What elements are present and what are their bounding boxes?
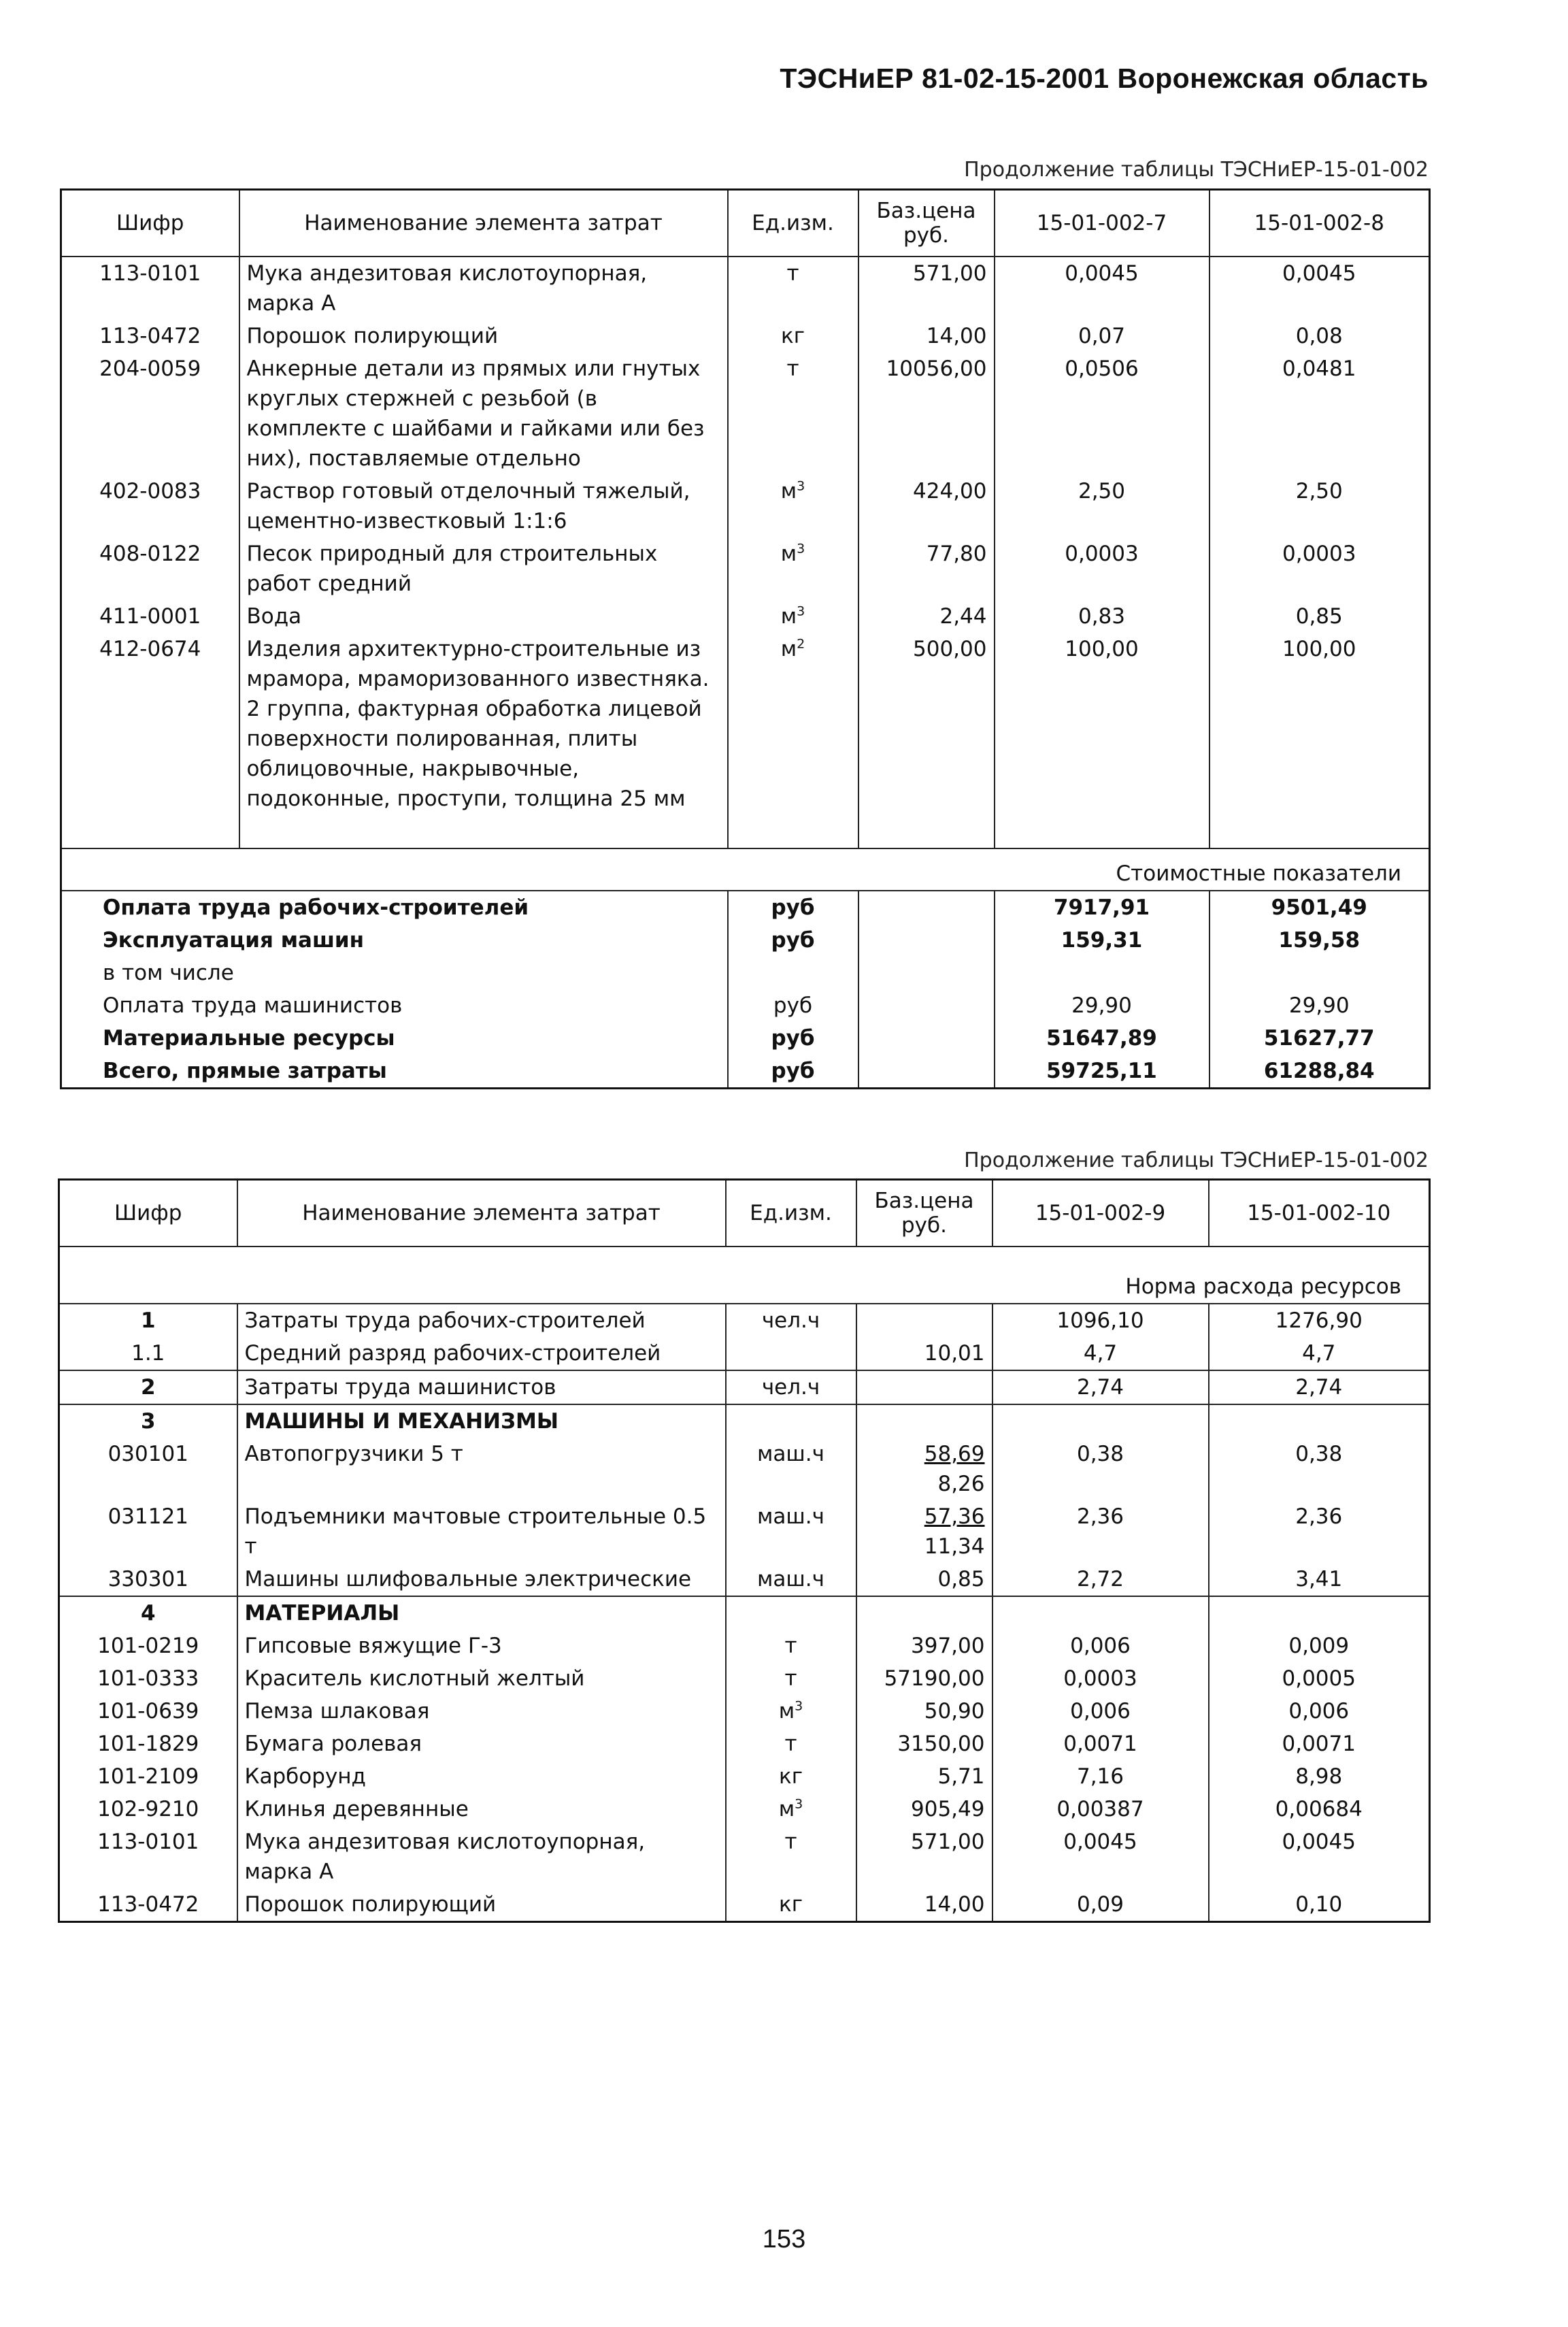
name-cell: Затраты труда машинистов bbox=[237, 1370, 726, 1404]
unit-text: кг bbox=[778, 1892, 803, 1917]
price-cell: 571,00 bbox=[856, 1826, 992, 1888]
price-cell: 14,00 bbox=[858, 320, 995, 352]
header-price-line2: руб. bbox=[901, 1212, 947, 1238]
price-cell bbox=[856, 1596, 992, 1630]
price-cell bbox=[856, 1370, 992, 1404]
material-row bbox=[59, 1630, 1430, 1662]
code-cell: 031121 bbox=[59, 1500, 237, 1563]
code-cell: 101-0219 bbox=[59, 1630, 237, 1662]
unit-text: чел.ч bbox=[761, 1374, 820, 1400]
value-cell-2: 0,0005 bbox=[1209, 1662, 1430, 1695]
cost-row bbox=[61, 924, 1430, 957]
material-row bbox=[59, 1728, 1430, 1760]
name-cell: Краситель кислотный желтый bbox=[237, 1662, 726, 1695]
name-cell: Средний разряд рабочих-строителей bbox=[237, 1337, 726, 1370]
name-cell: Песок природный для строительных работ средний bbox=[239, 538, 728, 600]
unit-exponent: 3 bbox=[797, 478, 805, 494]
value-cell-1: 0,006 bbox=[992, 1695, 1209, 1728]
cost-row bbox=[61, 891, 1430, 924]
material-row bbox=[59, 1826, 1430, 1888]
material-row bbox=[59, 1793, 1430, 1826]
value-cell-2: 0,10 bbox=[1209, 1888, 1430, 1922]
unit-cell bbox=[728, 600, 858, 633]
labor-row bbox=[59, 1304, 1430, 1337]
price-cell bbox=[856, 1404, 992, 1438]
price-cell: 571,00 bbox=[858, 257, 995, 320]
unit-exponent: 3 bbox=[795, 1796, 803, 1812]
unit-text: т bbox=[784, 1633, 797, 1658]
cost-value-1: 59725,11 bbox=[995, 1055, 1210, 1089]
code-cell: 113-0101 bbox=[61, 257, 239, 320]
price-cell: 77,80 bbox=[858, 538, 995, 600]
value-cell-1: 0,006 bbox=[992, 1630, 1209, 1662]
price-cell bbox=[856, 1438, 992, 1500]
code-cell: 101-0639 bbox=[59, 1695, 237, 1728]
unit-cell: маш.ч bbox=[726, 1438, 856, 1500]
value-cell-2: 8,98 bbox=[1209, 1760, 1430, 1793]
cost-price bbox=[858, 989, 995, 1022]
name-cell: Подъемники мачтовые строительные 0.5 т bbox=[237, 1500, 726, 1563]
table1-caption: Продолжение таблицы ТЭСНиЕР-15-01-002 bbox=[964, 158, 1429, 182]
unit-exponent: 3 bbox=[797, 604, 805, 619]
unit-cell bbox=[726, 1404, 856, 1438]
value-cell-2: 0,85 bbox=[1210, 600, 1430, 633]
machine-price: 57,36 bbox=[924, 1504, 985, 1529]
cost-unit: руб bbox=[728, 924, 858, 957]
cost-unit: руб bbox=[728, 1022, 858, 1055]
section-label: Норма расхода ресурсов bbox=[59, 1247, 1430, 1304]
code-cell: 330301 bbox=[59, 1563, 237, 1596]
header-code: Шифр bbox=[61, 190, 239, 257]
section-header-row bbox=[59, 1596, 1430, 1630]
cost-price bbox=[858, 1055, 995, 1089]
value-cell-2: 0,009 bbox=[1209, 1630, 1430, 1662]
value-cell-1: 7,16 bbox=[992, 1760, 1209, 1793]
code-cell: 3 bbox=[59, 1404, 237, 1438]
unit-text: м bbox=[780, 541, 797, 566]
unit-text: т bbox=[786, 356, 799, 381]
value-cell-1: 0,00387 bbox=[992, 1793, 1209, 1826]
machinist-wage: 11,34 bbox=[924, 1534, 985, 1559]
table-row bbox=[61, 475, 1430, 538]
material-row bbox=[59, 1695, 1430, 1728]
unit-text: т bbox=[784, 1666, 797, 1691]
code-cell: 113-0472 bbox=[59, 1888, 237, 1922]
value-cell-2 bbox=[1209, 1596, 1430, 1630]
value-cell-2: 1276,90 bbox=[1209, 1304, 1430, 1337]
unit-text: т bbox=[786, 261, 799, 286]
unit-text: т bbox=[784, 1731, 797, 1756]
name-cell: Пемза шлаковая bbox=[237, 1695, 726, 1728]
cost-row bbox=[61, 1022, 1430, 1055]
cost-value-1: 7917,91 bbox=[995, 891, 1210, 924]
table-row bbox=[61, 320, 1430, 352]
table-row bbox=[61, 352, 1430, 475]
unit-cell bbox=[726, 1337, 856, 1370]
unit-exponent: 3 bbox=[797, 541, 805, 557]
value-cell-2: 0,0045 bbox=[1209, 1826, 1430, 1888]
price-cell bbox=[856, 1563, 992, 1596]
name-cell: Затраты труда рабочих-строителей bbox=[237, 1304, 726, 1337]
unit-text: м bbox=[778, 1698, 795, 1723]
cost-value-2 bbox=[1210, 957, 1430, 989]
header-price-line1: Баз.цена bbox=[874, 1188, 974, 1213]
name-cell: Порошок полирующий bbox=[237, 1888, 726, 1922]
code-cell: 101-0333 bbox=[59, 1662, 237, 1695]
header-col2: 15-01-002-8 bbox=[1210, 190, 1430, 257]
code-cell: 4 bbox=[59, 1596, 237, 1630]
unit-cell bbox=[728, 352, 858, 475]
cost-unit: руб bbox=[728, 891, 858, 924]
machine-row bbox=[59, 1563, 1430, 1596]
name-cell: Бумага ролевая bbox=[237, 1728, 726, 1760]
material-row bbox=[59, 1888, 1430, 1922]
name-cell: Порошок полирующий bbox=[239, 320, 728, 352]
cost-value-2: 9501,49 bbox=[1210, 891, 1430, 924]
unit-text: чел.ч bbox=[761, 1308, 820, 1333]
machine-row bbox=[59, 1438, 1430, 1500]
header-code: Шифр bbox=[59, 1180, 237, 1247]
value-cell-1 bbox=[992, 1404, 1209, 1438]
labor-row bbox=[59, 1337, 1430, 1370]
name-cell: МАШИНЫ И МЕХАНИЗМЫ bbox=[237, 1404, 726, 1438]
code-cell: 113-0472 bbox=[61, 320, 239, 352]
price-cell: 57190,00 bbox=[856, 1662, 992, 1695]
cost-label: Эксплуатация машин bbox=[61, 924, 728, 957]
cost-value-1 bbox=[995, 957, 1210, 989]
value-cell-1: 0,0071 bbox=[992, 1728, 1209, 1760]
resource-table-2 bbox=[58, 1178, 1431, 1923]
code-cell: 102-9210 bbox=[59, 1793, 237, 1826]
price-cell: 424,00 bbox=[858, 475, 995, 538]
name-cell: Автопогрузчики 5 т bbox=[237, 1438, 726, 1500]
unit-exponent: 2 bbox=[797, 636, 805, 652]
value-cell-1: 2,74 bbox=[992, 1370, 1209, 1404]
header-price bbox=[858, 190, 995, 257]
price-cell bbox=[856, 1500, 992, 1563]
unit-cell bbox=[726, 1596, 856, 1630]
value-cell-2: 2,50 bbox=[1210, 475, 1430, 538]
cost-label: Материальные ресурсы bbox=[61, 1022, 728, 1055]
section-header-row bbox=[59, 1404, 1430, 1438]
price-cell: 10,01 bbox=[856, 1337, 992, 1370]
unit-exponent: 3 bbox=[795, 1698, 803, 1714]
code-cell: 412-0674 bbox=[61, 633, 239, 848]
value-cell-2: 0,00684 bbox=[1209, 1793, 1430, 1826]
value-cell-1: 0,0506 bbox=[995, 352, 1210, 475]
name-cell: Анкерные детали из прямых или гнутых круглых стержней с резьбой (в комплекте с шайбами и гайками или без них), поставляемые отдельно bbox=[239, 352, 728, 475]
value-cell-2: 2,74 bbox=[1209, 1370, 1430, 1404]
value-cell-2: 0,0003 bbox=[1210, 538, 1430, 600]
value-cell-2: 0,0071 bbox=[1209, 1728, 1430, 1760]
unit-cell bbox=[728, 320, 858, 352]
cost-value-2: 61288,84 bbox=[1210, 1055, 1430, 1089]
cost-price bbox=[858, 1022, 995, 1055]
value-cell-1: 2,50 bbox=[995, 475, 1210, 538]
value-cell-2: 2,36 bbox=[1209, 1500, 1430, 1563]
code-cell: 204-0059 bbox=[61, 352, 239, 475]
name-cell: Карборунд bbox=[237, 1760, 726, 1793]
cost-value-2: 29,90 bbox=[1210, 989, 1430, 1022]
value-cell-2: 3,41 bbox=[1209, 1563, 1430, 1596]
machinists-row bbox=[59, 1370, 1430, 1404]
code-cell: 408-0122 bbox=[61, 538, 239, 600]
unit-cell bbox=[726, 1888, 856, 1922]
header-price-line1: Баз.цена bbox=[876, 198, 976, 223]
name-cell: Мука андезитовая кислотоупорная, марка А bbox=[239, 257, 728, 320]
section-label-row bbox=[59, 1247, 1430, 1304]
header-col1: 15-01-002-9 bbox=[992, 1180, 1209, 1247]
price-cell bbox=[856, 1304, 992, 1337]
unit-text: кг bbox=[778, 1764, 803, 1789]
cost-label: Всего, прямые затраты bbox=[61, 1055, 728, 1089]
machine-price: 0,85 bbox=[937, 1566, 985, 1591]
value-cell-1: 0,0003 bbox=[995, 538, 1210, 600]
name-cell: Мука андезитовая кислотоупорная, марка А bbox=[237, 1826, 726, 1888]
unit-cell bbox=[726, 1793, 856, 1826]
value-cell-2 bbox=[1209, 1404, 1430, 1438]
table2-caption: Продолжение таблицы ТЭСНиЕР-15-01-002 bbox=[964, 1149, 1429, 1172]
cost-unit bbox=[728, 957, 858, 989]
name-cell: Изделия архитектурно-строительные из мрамора, мраморизованного известняка. 2 группа, фактурная обработка лицевой поверхности полированная, плиты облицовочные, накрывочные, подоконные, проступи, толщина 25 мм bbox=[239, 633, 728, 848]
unit-cell bbox=[726, 1728, 856, 1760]
unit-cell bbox=[726, 1826, 856, 1888]
material-row bbox=[59, 1760, 1430, 1793]
value-cell-1: 0,0045 bbox=[995, 257, 1210, 320]
unit-text: м bbox=[778, 1796, 795, 1821]
value-cell-2: 0,006 bbox=[1209, 1695, 1430, 1728]
price-cell: 14,00 bbox=[856, 1888, 992, 1922]
unit-text: м bbox=[780, 636, 797, 661]
price-cell: 50,90 bbox=[856, 1695, 992, 1728]
unit-cell bbox=[726, 1760, 856, 1793]
cost-row bbox=[61, 1055, 1430, 1089]
machine-price: 58,69 bbox=[924, 1441, 985, 1466]
unit-cell bbox=[728, 538, 858, 600]
unit-cell bbox=[726, 1370, 856, 1404]
code-cell: 030101 bbox=[59, 1438, 237, 1500]
code-cell: 402-0083 bbox=[61, 475, 239, 538]
value-cell-1: 0,07 bbox=[995, 320, 1210, 352]
code-cell: 2 bbox=[59, 1370, 237, 1404]
unit-cell bbox=[726, 1662, 856, 1695]
price-cell: 10056,00 bbox=[858, 352, 995, 475]
value-cell-2: 0,0045 bbox=[1210, 257, 1430, 320]
code-cell: 411-0001 bbox=[61, 600, 239, 633]
value-cell-1: 4,7 bbox=[992, 1337, 1209, 1370]
header-col2: 15-01-002-10 bbox=[1209, 1180, 1430, 1247]
section-label: Стоимостные показатели bbox=[61, 848, 1430, 891]
cost-label: Оплата труда рабочих-строителей bbox=[61, 891, 728, 924]
cost-value-1: 159,31 bbox=[995, 924, 1210, 957]
cost-value-1: 29,90 bbox=[995, 989, 1210, 1022]
value-cell-1: 0,09 bbox=[992, 1888, 1209, 1922]
header-unit: Ед.изм. bbox=[728, 190, 858, 257]
price-cell: 2,44 bbox=[858, 600, 995, 633]
value-cell-1: 0,0003 bbox=[992, 1662, 1209, 1695]
name-cell: Машины шлифовальные электрические bbox=[237, 1563, 726, 1596]
unit-text: м bbox=[780, 478, 797, 504]
unit-text: м bbox=[780, 604, 797, 629]
unit-cell bbox=[726, 1695, 856, 1728]
unit-cell bbox=[728, 475, 858, 538]
value-cell-1: 0,38 bbox=[992, 1438, 1209, 1500]
machinist-wage: 8,26 bbox=[937, 1471, 985, 1496]
header-price bbox=[856, 1180, 992, 1247]
cost-label: в том числе bbox=[61, 957, 728, 989]
cost-price bbox=[858, 891, 995, 924]
price-cell: 3150,00 bbox=[856, 1728, 992, 1760]
code-cell: 113-0101 bbox=[59, 1826, 237, 1888]
name-cell: Клинья деревянные bbox=[237, 1793, 726, 1826]
table-row bbox=[61, 538, 1430, 600]
cost-value-2: 159,58 bbox=[1210, 924, 1430, 957]
unit-cell bbox=[728, 633, 858, 848]
header-col1: 15-01-002-7 bbox=[995, 190, 1210, 257]
unit-cell bbox=[726, 1630, 856, 1662]
unit-text: т bbox=[784, 1829, 797, 1854]
header-name: Наименование элемента затрат bbox=[237, 1180, 726, 1247]
value-cell-2: 0,0481 bbox=[1210, 352, 1430, 475]
unit-cell: маш.ч bbox=[726, 1500, 856, 1563]
cost-price bbox=[858, 957, 995, 989]
header-unit: Ед.изм. bbox=[726, 1180, 856, 1247]
cost-value-2: 51627,77 bbox=[1210, 1022, 1430, 1055]
value-cell-2: 4,7 bbox=[1209, 1337, 1430, 1370]
material-row bbox=[59, 1662, 1430, 1695]
price-cell: 905,49 bbox=[856, 1793, 992, 1826]
unit-cell: маш.ч bbox=[726, 1563, 856, 1596]
cost-price bbox=[858, 924, 995, 957]
page-number: 153 bbox=[762, 2225, 806, 2254]
name-cell: Вода bbox=[239, 600, 728, 633]
price-cell: 500,00 bbox=[858, 633, 995, 848]
unit-cell bbox=[726, 1304, 856, 1337]
value-cell-1 bbox=[992, 1596, 1209, 1630]
cost-label: Оплата труда машинистов bbox=[61, 989, 728, 1022]
machine-row bbox=[59, 1500, 1430, 1563]
header-price-line2: руб. bbox=[903, 222, 949, 248]
value-cell-1: 0,83 bbox=[995, 600, 1210, 633]
table-row bbox=[61, 600, 1430, 633]
unit-text: кг bbox=[780, 323, 805, 348]
code-cell: 1.1 bbox=[59, 1337, 237, 1370]
value-cell-1: 2,36 bbox=[992, 1500, 1209, 1563]
price-cell: 397,00 bbox=[856, 1630, 992, 1662]
name-cell: Гипсовые вяжущие Г-3 bbox=[237, 1630, 726, 1662]
header-name: Наименование элемента затрат bbox=[239, 190, 728, 257]
value-cell-1: 0,0045 bbox=[992, 1826, 1209, 1888]
table-row bbox=[61, 257, 1430, 320]
value-cell-2: 0,38 bbox=[1209, 1438, 1430, 1500]
cost-value-1: 51647,89 bbox=[995, 1022, 1210, 1055]
table-row bbox=[61, 633, 1430, 848]
resource-table-1 bbox=[60, 188, 1431, 1089]
cost-unit: руб bbox=[728, 1055, 858, 1089]
value-cell-1: 100,00 bbox=[995, 633, 1210, 848]
value-cell-2: 0,08 bbox=[1210, 320, 1430, 352]
price-cell: 5,71 bbox=[856, 1760, 992, 1793]
code-cell: 101-2109 bbox=[59, 1760, 237, 1793]
section-label-row bbox=[61, 848, 1430, 891]
name-cell: Раствор готовый отделочный тяжелый, цементно-известковый 1:1:6 bbox=[239, 475, 728, 538]
unit-cell bbox=[728, 257, 858, 320]
value-cell-2: 100,00 bbox=[1210, 633, 1430, 848]
code-cell: 1 bbox=[59, 1304, 237, 1337]
value-cell-1: 1096,10 bbox=[992, 1304, 1209, 1337]
code-cell: 101-1829 bbox=[59, 1728, 237, 1760]
cost-row bbox=[61, 957, 1430, 989]
value-cell-1: 2,72 bbox=[992, 1563, 1209, 1596]
cost-row bbox=[61, 989, 1430, 1022]
name-cell: МАТЕРИАЛЫ bbox=[237, 1596, 726, 1630]
page-header: ТЭСНиЕР 81-02-15-2001 Воронежская область bbox=[780, 63, 1429, 94]
cost-unit: руб bbox=[728, 989, 858, 1022]
